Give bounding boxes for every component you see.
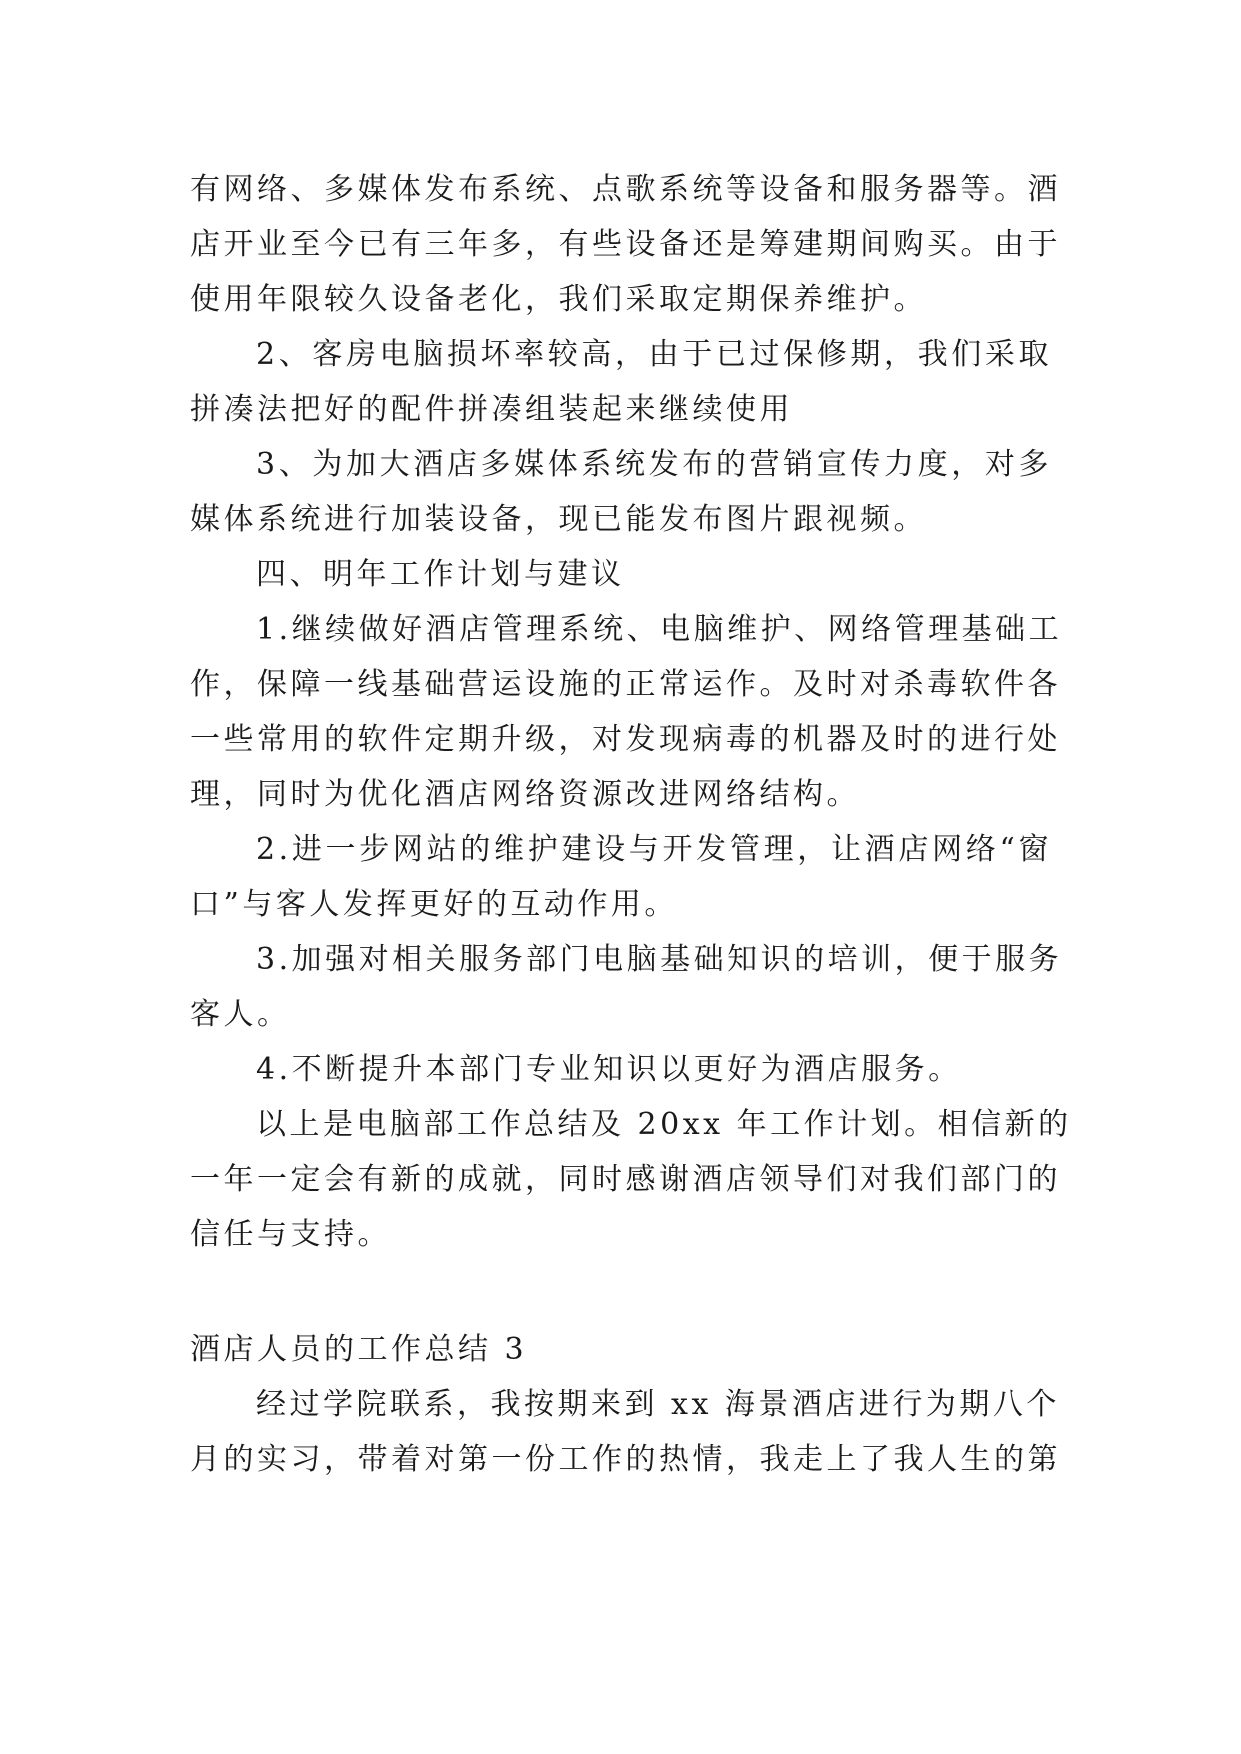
text-line: 使用年限较久设备老化，我们采取定期保养维护。 (190, 282, 927, 317)
text-line: 店开业至今已有三年多，有些设备还是筹建期间购买。由于 (190, 227, 1061, 262)
section-gap (190, 1262, 1052, 1322)
text-line: 媒体系统进行加装设备，现已能发布图片跟视频。 (190, 502, 927, 537)
text-line: 以上是电脑部工作总结及 20xx 年工作计划。相信新的 (256, 1107, 1072, 1142)
text-line: 3、为加大酒店多媒体系统发布的营销宣传力度，对多 (256, 447, 1052, 482)
text-line: 3.加强对相关服务部门电脑基础知识的培训，便于服务 (256, 942, 1063, 977)
section-heading: 四、明年工作计划与建议 (256, 557, 625, 592)
text-line: 一些常用的软件定期升级，对发现病毒的机器及时的进行处 (190, 722, 1061, 757)
text-line: 拼凑法把好的配件拼凑组装起来继续使用 (190, 392, 793, 427)
text-line: 有网络、多媒体发布系统、点歌系统等设备和服务器等。酒 (190, 172, 1061, 207)
text-line: 作，保障一线基础营运设施的正常运作。及时对杀毒软件各 (190, 667, 1061, 702)
text-line: 口”与客人发挥更好的互动作用。 (190, 887, 678, 922)
text-line: 一年一定会有新的成就，同时感谢酒店领导们对我们部门的 (190, 1162, 1061, 1197)
text-line: 经过学院联系，我按期来到 xx 海景酒店进行为期八个 (256, 1387, 1060, 1422)
text-line: 信任与支持。 (190, 1217, 391, 1252)
text-line: 1.继续做好酒店管理系统、电脑维护、网络管理基础工 (256, 612, 1063, 647)
text-line: 月的实习，带着对第一份工作的热情，我走上了我人生的第 (190, 1442, 1061, 1477)
text-line: 2、客房电脑损坏率较高，由于已过保修期，我们采取 (256, 337, 1052, 372)
article-title: 酒店人员的工作总结 3 (190, 1332, 528, 1367)
document-body (190, 162, 1072, 1487)
text-line: 客人。 (190, 997, 291, 1032)
text-line: 2.进一步网站的维护建设与开发管理，让酒店网络“窗 (256, 832, 1052, 867)
text-line: 4.不断提升本部门专业知识以更好为酒店服务。 (256, 1052, 962, 1087)
text-line: 理，同时为优化酒店网络资源改进网络结构。 (190, 777, 860, 812)
